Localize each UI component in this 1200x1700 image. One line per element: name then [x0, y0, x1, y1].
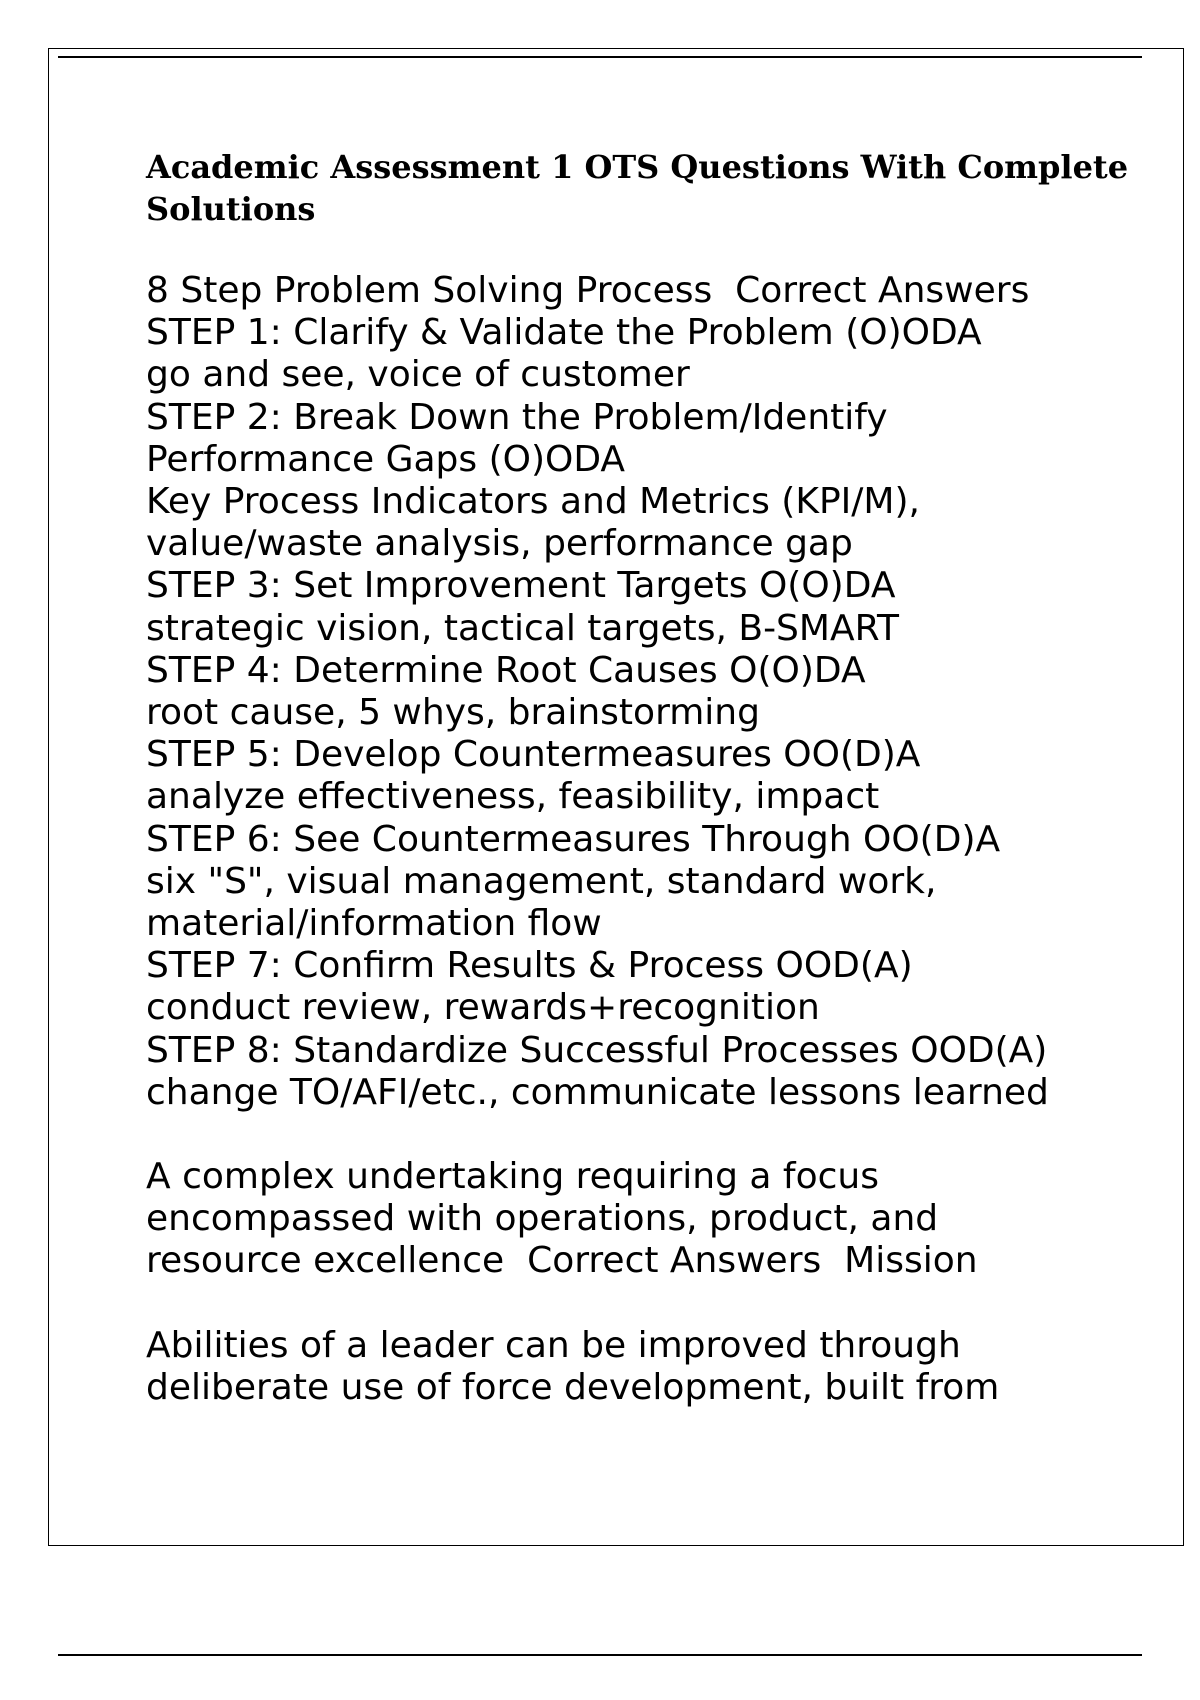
qa-line: strategic vision, tactical targets, B-SMART: [146, 607, 899, 649]
qa-line: STEP 2: Break Down the Problem/Identify: [146, 396, 888, 438]
qa-line: STEP 8: Standardize Successful Processes OOD(A): [146, 1029, 1048, 1071]
qa-line: deliberate use of force development, built from: [146, 1366, 1000, 1408]
qa-line: encompassed with operations, product, and: [146, 1198, 939, 1240]
qa-line: change TO/AFI/etc., communicate lessons learned: [146, 1071, 1049, 1113]
qa-line: Performance Gaps (O)ODA: [146, 438, 626, 480]
qa-line: STEP 1: Clarify & Validate the Problem (O)ODA: [146, 312, 982, 354]
qa-line: STEP 4: Determine Root Causes O(O)DA: [146, 649, 866, 691]
qa-line: value/waste analysis, performance gap: [146, 523, 853, 565]
qa-block-leader-abilities: [146, 1325, 1086, 1409]
qa-line: material/information flow: [146, 903, 602, 945]
document-title: [146, 146, 1129, 230]
qa-line: STEP 3: Set Improvement Targets O(O)DA: [146, 565, 896, 607]
qa-line: Abilities of a leader can be improved through: [146, 1324, 961, 1366]
qa-block-problem-solving: [146, 270, 1086, 1114]
qa-line: conduct review, rewards+recognition: [146, 987, 820, 1029]
qa-line: Key Process Indicators and Metrics (KPI/M),: [146, 481, 920, 523]
qa-line: 8 Step Problem Solving Process Correct Answers: [146, 270, 1030, 311]
qa-line: resource excellence Correct Answers Mission: [146, 1240, 978, 1282]
qa-line: A complex undertaking requiring a focus: [146, 1156, 879, 1198]
document-body: [146, 146, 1129, 1451]
qa-line: go and see, voice of customer: [146, 354, 690, 396]
footer-rule: [58, 1654, 1142, 1656]
title-line: Academic Assessment 1 OTS Questions With Complete: [146, 148, 1129, 186]
qa-block-mission: [146, 1156, 1086, 1283]
qa-line: analyze effectiveness, feasibility, impact: [146, 776, 880, 818]
qa-line: six "S", visual management, standard work,: [146, 860, 937, 902]
qa-line: STEP 6: See Countermeasures Through OO(D)A: [146, 818, 1001, 860]
qa-line: root cause, 5 whys, brainstorming: [146, 692, 760, 734]
title-line: Solutions: [146, 190, 316, 228]
qa-line: STEP 7: Confirm Results & Process OOD(A): [146, 945, 913, 987]
qa-line: STEP 5: Develop Countermeasures OO(D)A: [146, 734, 921, 776]
